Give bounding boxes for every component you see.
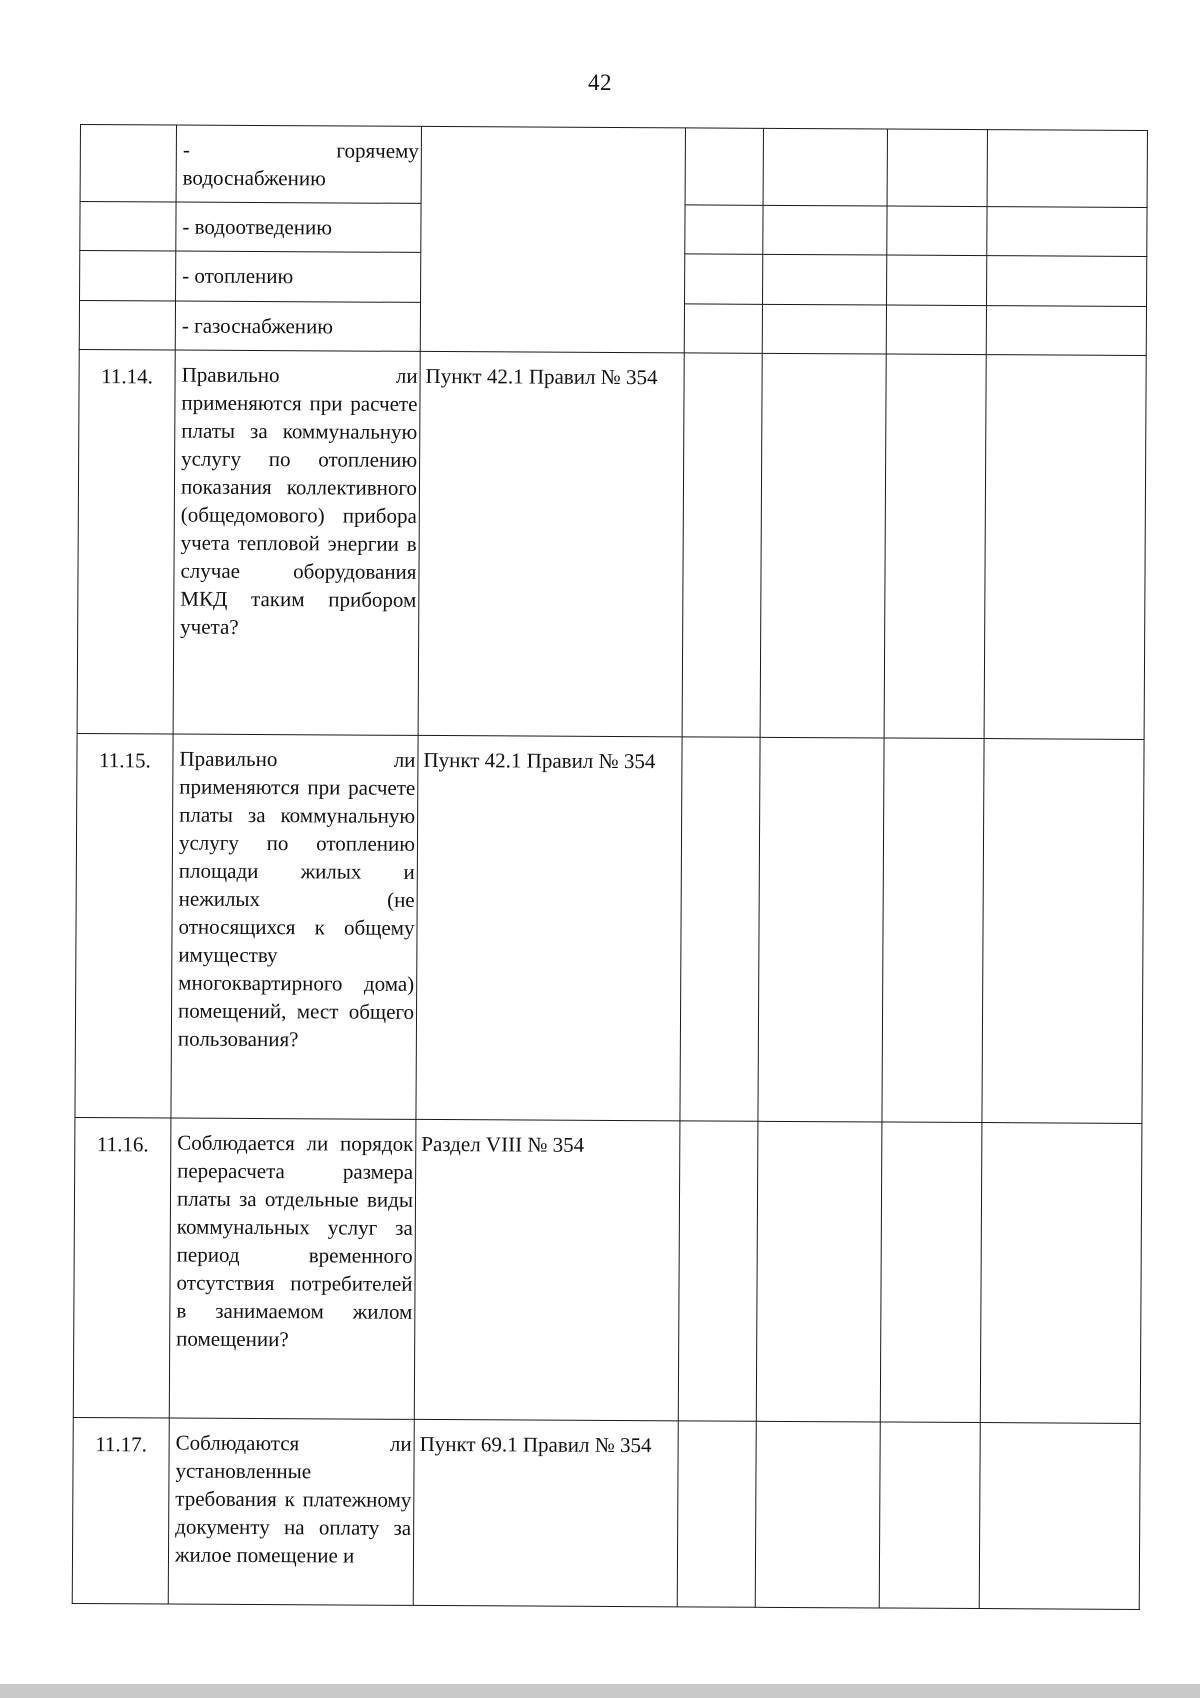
reference-cell: Пункт 42.1 Правил № 354 <box>416 735 682 1120</box>
note-cell <box>979 1423 1140 1610</box>
table-row <box>73 1117 1142 1423</box>
reference-cell <box>420 126 685 352</box>
question-cell <box>176 202 421 252</box>
note-cell <box>987 207 1147 257</box>
answer-cell-yes <box>682 353 762 737</box>
question-text: - водоотведению <box>182 214 333 240</box>
checklist-table <box>72 124 1148 1610</box>
answer-cell-na <box>882 738 984 1123</box>
table-row <box>80 125 1147 208</box>
answer-cell-no <box>755 1421 880 1608</box>
row-number-cell: 11.17. <box>72 1417 169 1604</box>
question-cell: Правильно ли применяются при расчете платы за коммунальную услугу по отоплению показания коллективного (общедомового) прибора учета тепловой энергии в случае оборудования МКД таким прибором учета? <box>173 350 420 735</box>
question-text: - отоплению <box>182 263 294 289</box>
row-number-cell: 11.15. <box>75 733 173 1118</box>
answer-cell-yes <box>680 737 760 1121</box>
row-number-cell <box>80 251 176 302</box>
scan-bottom-band <box>0 1684 1200 1698</box>
reference-cell: Пункт 42.1 Правил № 354 <box>418 351 684 736</box>
answer-cell-na <box>886 305 986 355</box>
note-cell <box>987 130 1147 208</box>
row-number-cell <box>80 125 176 203</box>
question-cell <box>176 125 421 203</box>
reference-cell: Раздел VIII № 354 <box>414 1119 680 1420</box>
answer-cell-no <box>756 1121 882 1422</box>
table-row <box>72 1417 1140 1609</box>
question-cell: Соблюдаются ли установленные требования к платежному документу на оплату за жилое помещение и <box>168 1418 414 1605</box>
answer-cell-na <box>879 1422 980 1609</box>
question-cell: Правильно ли применяются при расчете платы за коммунальную услугу по отоплению площади жилых и нежилых (не относящихся к общему имуществу многоквартирного дома) помещений, мест общего пользования? <box>171 734 418 1119</box>
table-row <box>75 733 1144 1123</box>
answer-cell-no <box>763 205 887 255</box>
answer-cell-na <box>887 129 987 207</box>
answer-cell-yes <box>685 128 763 205</box>
note-cell <box>980 1123 1142 1424</box>
question-cell <box>176 251 421 302</box>
row-number-cell <box>80 202 176 252</box>
answer-cell-no <box>758 737 884 1122</box>
note-cell <box>984 355 1146 740</box>
question-cell <box>175 301 420 351</box>
note-cell <box>986 306 1146 356</box>
answer-cell-yes <box>685 254 763 304</box>
answer-cell-no <box>762 304 886 354</box>
note-cell <box>982 739 1144 1124</box>
answer-cell-yes <box>684 304 762 353</box>
answer-cell-na <box>887 206 987 256</box>
question-text: - газоснабжению <box>181 313 334 339</box>
answer-cell-yes <box>685 205 763 254</box>
answer-cell-yes <box>677 1421 756 1607</box>
answer-cell-no <box>763 254 887 305</box>
answer-cell-no <box>763 128 887 206</box>
answer-cell-no <box>760 353 886 738</box>
answer-cell-na <box>880 1122 982 1423</box>
page-number: 42 <box>588 70 612 95</box>
note-cell <box>987 256 1147 307</box>
row-number-cell <box>79 301 175 351</box>
answer-cell-na <box>884 354 986 739</box>
table-row <box>77 349 1146 739</box>
question-text: - горячему водоснабжению <box>182 137 419 191</box>
question-cell: Соблюдается ли порядок перерасчета размера платы за отдельные виды коммунальных услуг за период временного отсутствия потребителей в занимаемом жилом помещении? <box>169 1118 416 1419</box>
row-number-cell: 11.16. <box>73 1117 171 1418</box>
answer-cell-na <box>887 255 987 306</box>
row-number-cell: 11.14. <box>77 349 175 734</box>
answer-cell-yes <box>678 1121 758 1421</box>
reference-cell: Пункт 69.1 Правил № 354 <box>413 1419 678 1606</box>
